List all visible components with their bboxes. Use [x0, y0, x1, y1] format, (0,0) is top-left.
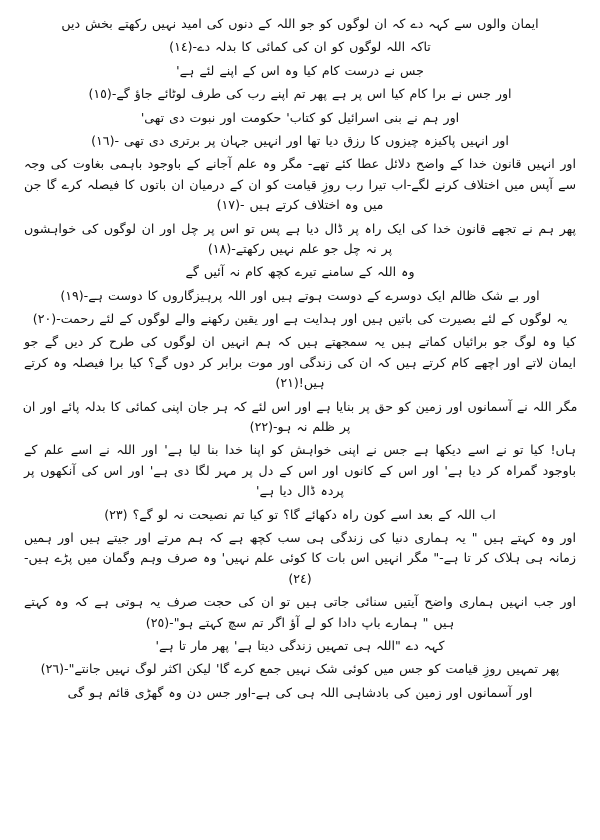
verse-line: اب اللہ کے بعد اسے کون راہ دکھائے گا؟ تو کیا تم نصیحت نہ لو گے؟ (٢٣): [104, 506, 496, 522]
verse-line: ایمان والوں سے کہہ دے کہ ان لوگوں کو جو اللہ کے دنوں کی امید نہیں رکھتے بخش دیں: [61, 16, 539, 31]
verse-line: اور وہ کہتے ہیں " یہ ہماری دنیا کی زندگی ہی سب کچھ ہے کہ ہم مرتے اور جیتے ہیں اور ہمیں زمانہ ہی ہلاک کر تا ہے-" مگر انہیں اس بات کا کوئی علم نہیں' وہ صرف وہم وگمان میں پڑے ہیں-(٢٤): [24, 529, 576, 586]
verse-line: اور انہیں پاکیزہ چیزوں کا رزق دیا تھا اور انہیں جہان پر برتری دی تھی -(١٦): [91, 132, 509, 148]
verse-line: وہ اللہ کے سامنے تیرے کچھ کام نہ آئیں گے: [185, 264, 415, 280]
verse-line: اور آسمانوں اور زمین کی بادشاہی اللہ ہی کی ہے-اور جس دن وہ گھڑی قائم ہو گی: [67, 684, 533, 700]
verse-line: پھر ہم نے تجھے قانون خدا کی ایک راہ پر ڈال دیا ہے پس تو اس پر چل اور ان لوگوں کی خواہشوں پر نہ چل جو علم نہیں رکھتے-(١٨): [24, 220, 576, 256]
verse-line: ہاں! کیا تو نے اسے دیکھا ہے جس نے اپنی خواہش کو اپنا خدا بنا لیا ہے' اور اللہ نے اسے علم کے باوجود گمراہ کر دیا ہے' اور اس کے کانوں اور اس کے دل پر مہر لگا دی ہے' اور اس کی آنکھوں پر پردہ ڈال دیا ہے': [24, 442, 576, 499]
verse-line: اور ہم نے بنی اسرائیل کو کتاب' حکومت اور نبوت دی تھی': [140, 109, 460, 125]
verse-line: اور بے شک ظالم ایک دوسرے کے دوست ہوتے ہیں اور اللہ پرہیزگاروں کا دوست ہے-(١٩): [60, 287, 540, 303]
verse-line: اور انہیں قانون خدا کے واضح دلائل عطا کئے تھے- مگر وہ علم آجانے کے باوجود باہمی بغاوت کی وجہ سے آپس میں اختلاف کرنے لگے-اب تیرا رب روزِ قیامت کو ان کے درمیان ان باتوں کا فیصلہ کرے گا جن میں وہ اختلاف کرتے ہیں -(١٧): [24, 156, 576, 213]
verse-line: جس نے درست کام کیا وہ اس کے اپنے لئے ہے': [176, 62, 424, 78]
verse-line: یہ لوگوں کے لئے بصیرت کی باتیں ہیں اور ہدایت ہے اور یقین رکھنے والے لوگوں کے لئے رحمت-(٢٠): [32, 311, 568, 327]
verse-line: اور جس نے برا کام کیا اس پر ہے پھر تم اپنے رب کی طرف لوٹائے جاؤ گے-(١٥): [88, 86, 512, 102]
verse-line: پھر تمہیں روزِ قیامت کو جس میں کوئی شک نہیں جمع کرے گا' لیکن اکثر لوگ نہیں جانتے"-(٢٦): [40, 661, 560, 677]
verse-line: مگر اللہ نے آسمانوں اور زمین کو حق پر بنایا ہے اور اس لئے کہ ہر جان اپنی کمائی کا بدلہ پائے اور ان پر ظلم نہ ہو-(٢٢): [22, 398, 578, 435]
verse-line: کہہ دے "اللہ ہی تمہیں زندگی دیتا ہے' پھر مار تا ہے': [155, 637, 445, 653]
verse-line: تاکہ اللہ لوگوں کو ان کی کمائی کا بدلہ دے-(١٤): [169, 39, 431, 55]
verse-line: کیا وہ لوگ جو برائیاں کماتے ہیں یہ سمجھتے ہیں کہ ہم انہیں ان لوگوں کی طرح کر دیں گے جو ایمان لاتے اور اچھے کام کرتے ہیں کہ ان کی زندگی اور موت برابر کر دوں گے؟ کیا برا فیصلہ وہ کرتے ہیں!(٢١): [24, 334, 576, 391]
verse-line: اور جب انہیں ہماری واضح آیتیں سنائی جاتی ہیں تو ان کی حجت صرف یہ ہوتی ہے کہ وہ کہتے ہیں " ہمارے باپ دادا کو لے آؤ اگر تم سچ کہتے ہو"-(٢٥): [24, 594, 576, 630]
